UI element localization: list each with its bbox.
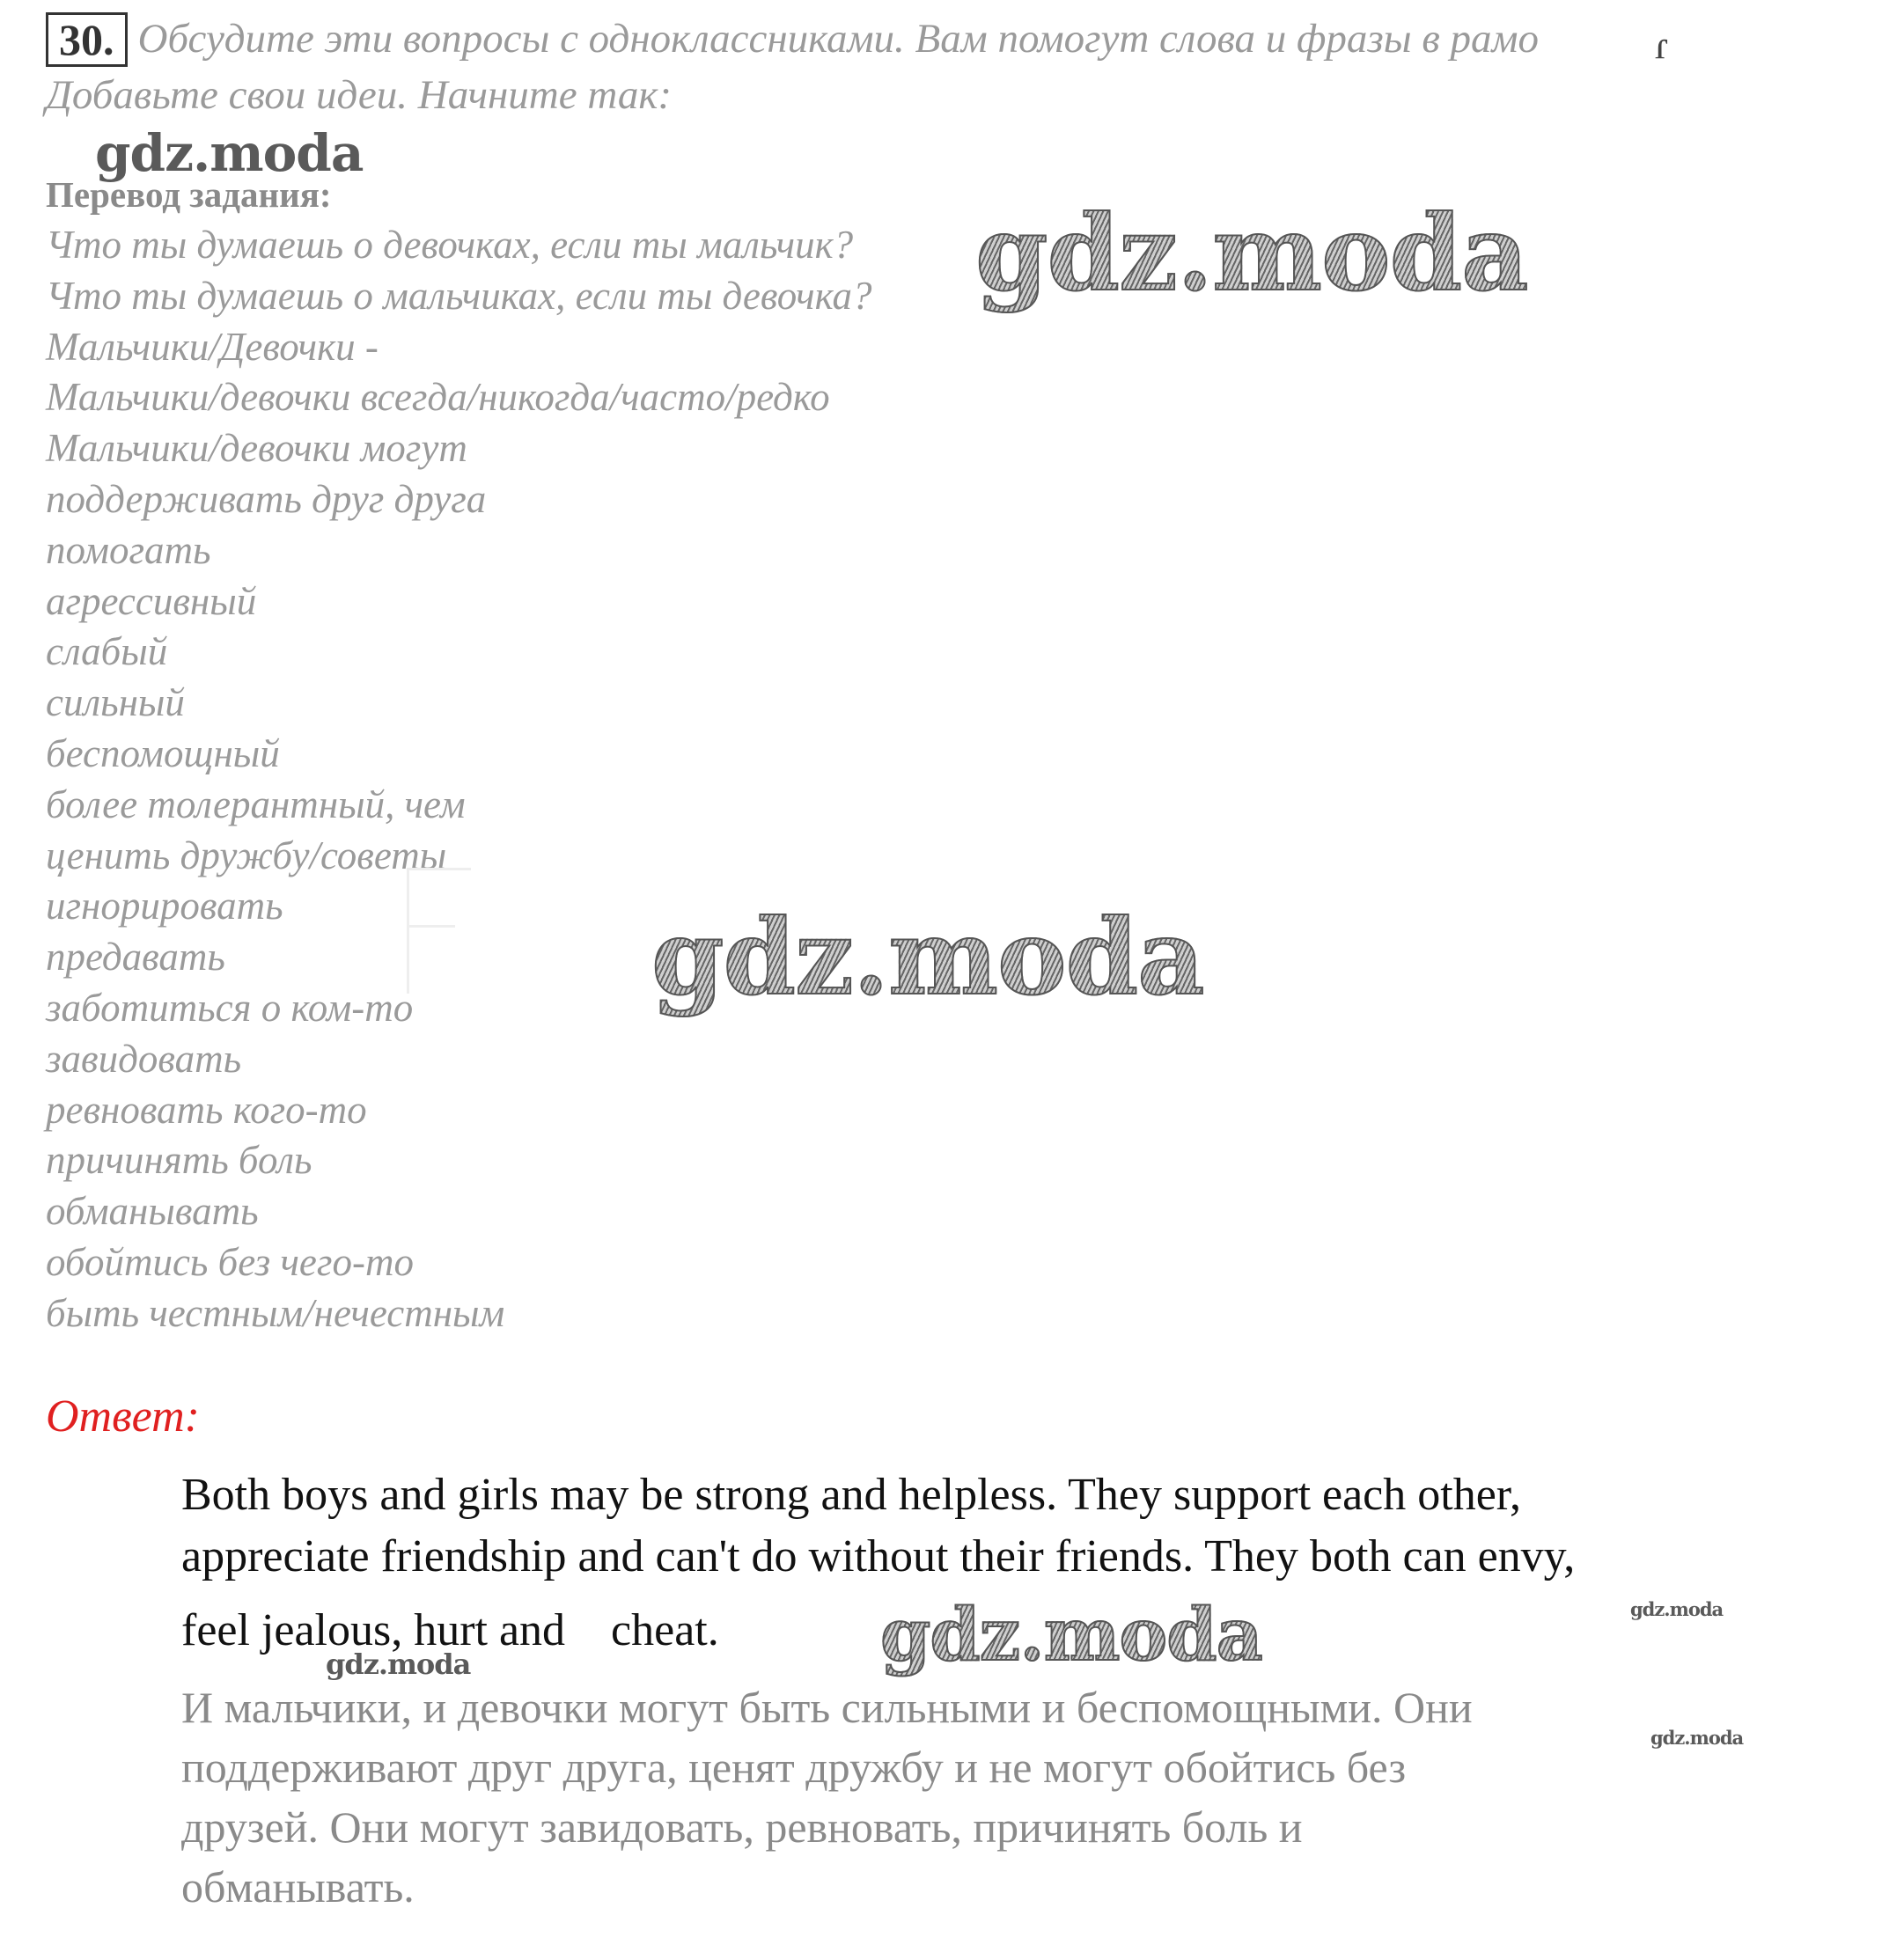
translation-line: быть честным/нечестным: [46, 1290, 505, 1335]
translation-line: обманывать: [46, 1189, 259, 1234]
watermark: gdz.moda: [326, 1647, 471, 1681]
answer-russian-line: обманывать.: [181, 1862, 415, 1912]
watermark: gdz.moda: [651, 896, 1204, 1018]
translation-line: завидовать: [46, 1036, 242, 1081]
answer-english-line: appreciate friendship and can't do without their friends. They both can envy,: [181, 1531, 1576, 1581]
watermark: gdz.moda: [880, 1593, 1262, 1677]
task-instruction-line-2: Добавьте свои идеи. Начните так:: [46, 72, 673, 118]
answer-russian-line: друзей. Они могут завидовать, ревновать, причинять боль и: [181, 1802, 1303, 1852]
translation-line: слабый: [46, 629, 168, 674]
corner-mark-glyph: ɾ: [1655, 22, 1669, 67]
faint-background-glyph: [407, 868, 471, 994]
translation-line: Мальчики/девочки всегда/никогда/часто/редко: [46, 375, 830, 420]
translation-line: причинять боль: [46, 1138, 312, 1183]
translation-title: Перевод задания:: [46, 174, 332, 215]
watermark: gdz.moda: [95, 123, 364, 183]
answer-english-line: feel jealous, hurt and cheat.: [181, 1605, 719, 1655]
translation-line: предавать: [46, 935, 225, 980]
task-instruction-line-1: Обсудите эти вопросы с одноклассниками. Вам помогут слова и фразы в рамо: [137, 16, 1539, 62]
translation-line: поддерживать друг друга: [46, 476, 487, 521]
translation-line: заботиться о ком-то: [46, 985, 414, 1030]
translation-line: сильный: [46, 680, 185, 725]
watermark: gdz.moda: [975, 192, 1528, 314]
task-header: [46, 12, 1701, 121]
watermark: gdz.moda: [1630, 1598, 1724, 1620]
translation-line: игнорировать: [46, 884, 283, 928]
answer-russian: [181, 1677, 1731, 1917]
translation-line: ценить дружбу/советы: [46, 833, 447, 877]
answer-english-line: Both boys and girls may be strong and helpless. They support each other,: [181, 1470, 1522, 1520]
answer-label: Ответ:: [46, 1391, 200, 1442]
task-number: 30.: [46, 12, 128, 67]
translation-line: Мальчики/девочки могут: [46, 426, 467, 471]
translation-line: агрессивный: [46, 578, 257, 623]
watermark: gdz.moda: [1650, 1727, 1744, 1749]
translation-line: обойтись без чего-то: [46, 1239, 414, 1284]
answer-russian-line: И мальчики, и девочки могут быть сильными и беспомощными. Они: [181, 1683, 1473, 1732]
translation-line: помогать: [46, 527, 211, 572]
answer-russian-line: поддерживают друг друга, ценят дружбу и не могут обойтись без: [181, 1743, 1407, 1792]
translation-line: беспомощный: [46, 730, 280, 775]
translation-line: ревновать кого-то: [46, 1087, 367, 1132]
translation-line: Мальчики/Девочки -: [46, 324, 379, 369]
translation-lines: [46, 220, 1014, 1339]
translation-line: Что ты думаешь о мальчиках, если ты девочка?: [46, 273, 872, 318]
translation-section: [46, 172, 1014, 1339]
translation-line: Что ты думаешь о девочках, если ты мальчик?: [46, 223, 854, 267]
translation-line: более толерантный, чем: [46, 782, 466, 826]
